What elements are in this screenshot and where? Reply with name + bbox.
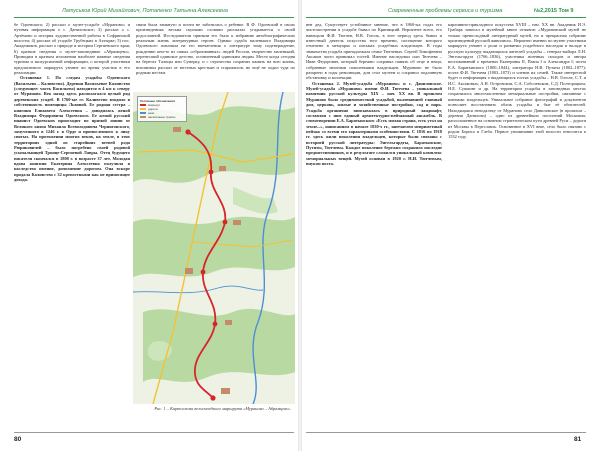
- paragraph: связи была замкнуто и почти не заботилась о ребенке. В Ф. Одоевский в своих произведениях весьма скупыми словами рассказал угадывается о своей родословной. Исследователи приняли его было к избранию автобиографических реальным жизнь литературных героев. Однако судьба маленького Владимира Одоевского повлияла на его впечатления о литературе тому подтверждение, рождению кем-то из самых «образованных» людей России, творчество маленький, перенесший одинокое детство, оставленный одиноким людям. Место когда сегодня на берегах Талицы или Сумерку, и с отрочества сохранил память на всю жизнь, вспоминал рассказ от местных крестьян и старожилов, но ещё не ходил туда по родным местам.: [136, 22, 295, 76]
- stop-marker: [210, 395, 215, 400]
- legend-label: населённые пункты: [148, 115, 176, 119]
- legend-swatch: [140, 116, 146, 118]
- settlement: [185, 268, 193, 274]
- left-page: [0, 0, 298, 451]
- paragraph: [306, 81, 442, 167]
- stop-marker: [185, 129, 190, 134]
- bottom-rule-left: [14, 432, 294, 433]
- settlement: [221, 388, 230, 394]
- stop-marker: [213, 322, 218, 327]
- map-caption: Рис. 1 – Картосхема велосипедного маршрута «Мураново – Абрамцево»: [154, 406, 291, 411]
- running-head-authors: Латуськов Юрий Михайлович, Потапенко Татьяна Алексеевна: [62, 8, 228, 14]
- right-column-2: [448, 22, 586, 422]
- legend-label: дороги: [148, 107, 158, 111]
- paragraph: вен дед. Существует устойчивое мнение, что в 1860-ых годах его чистопострении в усадьбе бывал по Криницкий. Вероятнее всего, его навещали Ф.И. Тютчев, Н.В. Гоголь, в этот период здесь бывал и известный деятель искусства того времени, посещение которого отмечено в мемуарах и письмах усадебных владельцев. В годы знакомства усадьба принадлежала семье Тютчевых. Сергей Тимофеевич Аксаков часто принимал гостей. Имение наследовал сын Тютчева – Иван Федорович, который бережно сохранял память об отце и вещи, собранные многими поколениями владельцев. Мураново не было разорено в годы революции, дом стал музеем и сохранил подлинную обстановку и коллекции.: [306, 22, 442, 81]
- page-number-left: 80: [14, 436, 22, 443]
- legend-swatch: [140, 108, 146, 110]
- running-head-issue: №2,2015 Том 9: [534, 8, 574, 14]
- legend-title: Условные обозначения: [140, 99, 175, 103]
- right-page: [302, 0, 600, 451]
- stop-heading: Остановка 2. Музей-усадьба «Мураново» и с. Даниловское. Музей-усадьба «Мураново» имени Ф.И. Тютчева – уникальный памятник русской культуры XIX – нач. XX вв. В прошлом Мураново было средненоместной усадьбой, включавшей главный дом, церковь, жилые и хозяйственные постройки, сад и парк. Усадьба органично вписывалась в природный ландшафт, составляя с ним единый архитектурно-пейзажный ансамбль. В стихотворении Е.А. Баратынского «Есть милая страна, есть угол на земле...», написанном в начале 1830-х гг., запечатлен неприметный пейзаж со всеми его характерными особенностями. С 1816 по 1918 гг. здесь жили поколения владельцев, которые были связаны с историей русской литературы: Энгельгардты, Баратынские, Путяты, Тютчевы. Каждое поколение бережно сохраняло наследие предшественников, и в результате сложился уникальный комплекс мемориальных вещей. Музей основан в 1920 г. Н.И. Тютчевым, внуком поэта.: [306, 80, 442, 166]
- settlement: [173, 127, 181, 132]
- route-map-svg: [133, 92, 295, 404]
- settlement: [233, 220, 241, 225]
- legend-label: маршрут: [148, 103, 161, 107]
- left-column-1: [14, 22, 130, 422]
- running-rule-left: [14, 17, 294, 18]
- stop-marker: [223, 220, 228, 225]
- bottom-rule-right: [306, 432, 586, 433]
- paragraph: карлинино-прикладного искусства XVIII – нач. XX вв. Академик И.Э. Грабарь записал в музейной книге отзывов: «Мурановский музей не только превосходный литературный музей, но и прекрасная собрание произведений русской живописи». Вероятно именно по музею участники маршрута узнают о роли и развитии усадебного наследия и вкладе в русскую культуру выдающихся жителей усадьбы – генерал-майора Л.Н. Энгельгардта (1766–1836), участника военных походов и автора воспоминаний о временах Екатерины II, Павла I и Александра I; поэта Е.А. Баратынского (1800–1844), литератора Н.В. Путяты (1802–1877); поэта Ф.И. Тютчева (1803–1873) и членов их семей. Также интересной будет и информация о выдающихся гостях усадьбы – Н.В. Гоголе, С.Т. и И.С. Аксаковых, А.Н. Островском, С.А. Соболевском, С.Д. Полторацком, Н.Е. Сушкове и др. На территории усадьбы в заповедных местах сохранились многочисленные мемориальные постройки, связанные с именами владельцев. Уникальное собрание фотографий и документов позволяет восстановить облик усадьбы и быт её обитателей. Находящаяся неподалеку от Мураново село Даниловское (в прошлом – деревня Данилово) – одно из древнейших поселений Московии, расположенное на основном стратегическом пути древней Руси – дороги из Москвы в Переславль. Основанное в XVI веке, село было связано с родом Бориса и Глеба. Первое упоминание этой волости относится к 1532 году.: [448, 22, 586, 140]
- legend-label: реки: [148, 111, 155, 115]
- legend-swatch: [140, 112, 146, 114]
- paragraph: [14, 75, 130, 182]
- stop-marker: [209, 170, 214, 175]
- running-head-journal: Современные проблемы сервиса и туризма: [388, 8, 503, 14]
- settlement: [225, 320, 232, 325]
- stop-marker: [201, 270, 206, 275]
- stop-heading: Остановка 1. По следам усадьбы Одоевского (Васильево – Каливство). Деревня Васильевое Каливство (следующее: часть Васильево) находится в 4 км к северу от Мураново. Век назад здесь располагался целый ряд деревенских усадеб. В 1760-ые гг. Каливство входило в собственность помещицы Львовой. Ее родная сестра – княгиня Елизавета Алексеевна – доводилась женой Владимира Федоровича Одоевского. Ее женой русский пианист Одоевских происходит по прямой линии от Великого князя Михаила Всеволодовича Черниговского, замученного в 1246 г. в Орде и причисленного к лику святых. На протяжении многих веков, на земле, в этих территориях одной из старейших ветвей рода Рюриковичей – было погребено своей родовой усыпальницей Троице-Сергиевой Лавры. Отец будущего писателя скончался в 1808 г. в возрасте 37 лет. Молодая вдова княгиня Екатерина Алексеевна получила в наследство имение, дополнение дорогим. Она вскоре продала Каливство с 32 крепостными как не приносящее дохода.: [14, 75, 130, 182]
- running-rule-right: [306, 17, 586, 18]
- legend-swatch: [140, 104, 146, 106]
- paragraph: бе Одоевского; 2) рассказ о музее-усадьбе «Мураново» и путевая информация о с. Даниловское; 3) рассказ о с. Артёмово и история художественной работы в Софринской волости; 4) рассказ об усадьбе Трубецких в Ахтырке; 5) пос. Академиков, рассказ о природе и истории Сергиевского края; 6) краткие сведения о музее-заповеднике «Абрамцево». Приводим в кратком изложении наиболее важные сведения туризма и экскурсионной информации, о которой участники предлагаемого маршрута узнают во время участия в его реализации.: [14, 22, 130, 76]
- right-column-1: [306, 22, 442, 422]
- settlement: [219, 166, 226, 171]
- page-number-right: 81: [574, 436, 582, 443]
- left-column-2: [136, 22, 295, 90]
- legend-row: [140, 115, 184, 119]
- map-legend: [137, 96, 187, 122]
- route-map: [133, 92, 295, 404]
